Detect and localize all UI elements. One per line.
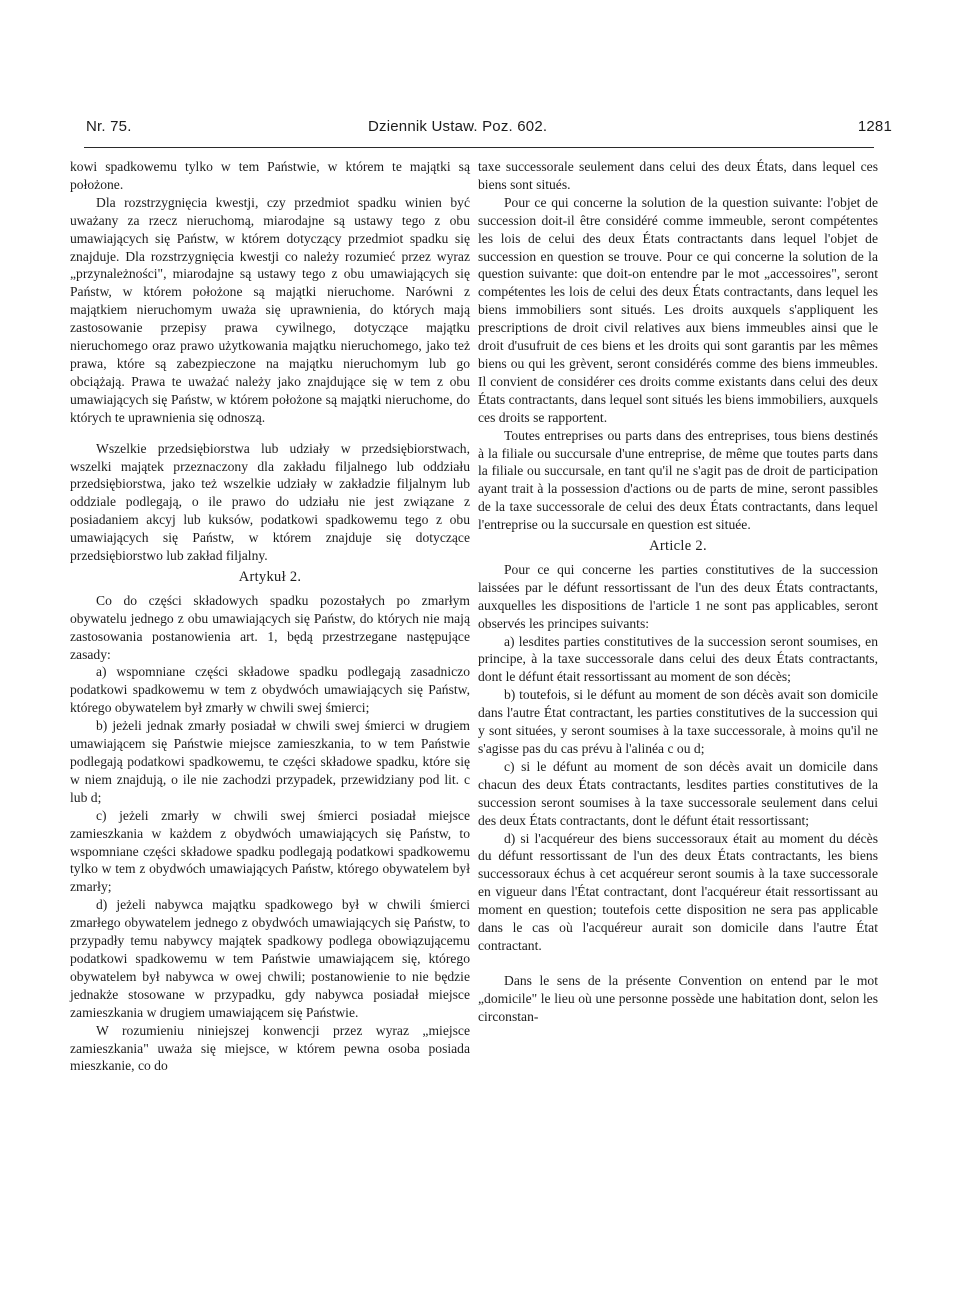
pl-item-d: d) jeżeli nabywca majątku spadkowego był w chwili śmierci zmarłego obywatelem jednego z obydwóch umawiających się Państw, to przypadły temu nabywcy majątek spadkowy podlega obowiązującemu podatkowi spadkowemu w tem Państwie umawiającem się, którego obywatelem był nabywca w owej chwili; postanowienie to nie będzie jednakże stosowane w przypadku, gdy nabywca posiadał miejsce zamieszkania w drugiem umawiającem się Państwie.	[70, 897, 470, 1020]
pl-paragraph-domicile: W rozumieniu niniejszej konwencji przez wyraz „miejsce zamieszkania" uważa się miejsce, w którem pewna osoba posiada mieszkanie, co do	[70, 1022, 470, 1074]
page-header	[70, 118, 892, 144]
fr-paragraph-continuation: taxe successorale seulement dans celui des deux États, dans lequel ces biens sont situés.	[478, 159, 878, 192]
header-rule	[84, 147, 874, 148]
pl-paragraph-continuation: kowi spadkowemu tylko w tem Państwie, w którem te majątki są położone.	[70, 159, 470, 192]
fr-paragraph-article-2-intro: Pour ce qui concerne les parties constitutives de la succession laissées par le défunt ressortissant de l'un des deux États contractants, auxquelles les dispositions de l'article 1 ne sont pas applicables, seront observés les principes suivants:	[478, 561, 878, 631]
fr-paragraph-domicile: Dans le sens de la présente Convention on entend par le mot „domicile" le lieu où une personne possède une habitation dont, selon les circonstan-	[478, 972, 878, 1024]
polish-column	[70, 158, 470, 1075]
issue-number: Nr. 75.	[86, 118, 132, 135]
fr-item-d: d) si l'acquéreur des biens successoraux était au moment du décès du défunt ressortissant de l'un des deux États contractants, les biens successoraux échus à cet acquéreur seront soumis à la taxe successorale en vigueur dans l'État contractant, dont l'acquéreur était ressortissant au moment en question; toutefois cette disposition ne sera pas applicable dans le cas où l'acquéreur aurait son domicile dans l'autre État contractant.	[478, 830, 878, 953]
journal-reference: Dziennik Ustaw. Poz. 602.	[368, 118, 548, 135]
pl-item-c: c) jeżeli zmarły w chwili swej śmierci posiadał miejsce zamieszkania w każdem z obydwóch umawiających się Państw, to wspomniane części składowe spadku podlegają podatkowi spadkowemu tylko w tem z obydwóch umawiających Państw, którego obywatelem był zmarły;	[70, 807, 470, 895]
fr-item-c: c) si le défunt au moment de son décès avait un domicile dans chacun des deux États contractants, lesdites parties constitutives de la succession seront soumises à la taxe successorale seulement dans celui des deux États contractants, dont le défunt était ressortissant;	[478, 758, 878, 828]
page-number: 1281	[857, 118, 892, 135]
fr-paragraph-enterprises: Toutes entreprises ou parts dans des entreprises, tous biens destinés à la filiale ou succursale d'une entreprise, de même que toutes parts dans la filiale ou succursale, en tant qu'il ne s'agit pas de droit de participation ayant trait à la possession d'actions ou de parts de mine, seront passibles de la taxe successorale de celui des deux États contractants, dans lequel l'entreprise ou la succursale en question est située.	[478, 427, 878, 533]
fr-article-2-title: Article 2.	[649, 538, 707, 555]
pl-article-2-title: Artykuł 2.	[238, 568, 302, 585]
pl-item-a: a) wspomniane części składowe spadku podlegają zasadniczo podatkowi spadkowemu w tem z obydwóch umawiających się Państw, którego obywatelem był zmarły w chwili swej śmierci;	[70, 664, 470, 716]
pl-paragraph-immovables: Dla rozstrzygnięcia kwestji, czy przedmiot spadku winien być uważany za rzecz nieruchomą, miarodajne są ustawy tego z obu umawiających się Państw, w którem dotyczący przedmiot spadku się znajduje. Dla rozstrzygnięcia kwestji co należy rozumieć przez wyraz „przynależności", miarodajne są ustawy tego z obu umawiających się Państw, w którem położone są majątki nieruchome. Narówni z majątkiem nieruchomym uważa się uprawnienia, do których mają zastosowanie przepisy prawa cywilnego, dotyczące majątku nieruchomego oraz prawo użytkowania majątku nieruchomego, jako też prawa, które są zabezpieczone na majątku nieruchomym lub go obciążają. Prawa te uważać należy jako znajdujące się w tem z obu umawiających się Państw, w którem położone są majątki nieruchome, do których te uprawnienia się odnoszą.	[70, 194, 470, 425]
pl-paragraph-enterprises: Wszelkie przedsiębiorstwa lub udziały w przedsiębiorstwach, wszelki majątek przeznaczony dla zakładu filjalnego lub oddziału przedsiębiorstwa, jako też wszelkie udziały w zakładzie filjalnym lub oddziale podlegają, o ile prawo do udziału nie jest związane z posiadaniem akcyj lub kuksów, podatkowi spadkowemu tego z obu umawiających się Państw, w którem znajduje się dotyczące przedsiębiorstwo lub zakład filjalny.	[70, 440, 470, 564]
pl-item-b: b) jeżeli jednak zmarły posiadał w chwili swej śmierci w drugiem umawiającem się Państwie miejsce zamieszkania, to w tem Państwie podlegają podatkowi spadkowemu, te części składowe spadku, które się w niem znajdują, o ile nie zachodzi przypadek, przewidziany pod lit. c lub d;	[70, 718, 470, 805]
fr-item-a: a) lesdites parties constitutives de la succession seront soumises, en principe, à la taxe successorale dans celui des deux États contractants, dont le défunt était ressortissant au moment de son décès;	[478, 633, 878, 685]
fr-item-b: b) toutefois, si le défunt au moment de son décès avait son domicile dans l'autre État contractant, les parties constitutives de la succession qui y sont situées, y seront soumises à la taxe successorale, à moins qu'il ne s'agisse pas du cas prévu à l'alinéa c ou d;	[478, 687, 878, 756]
french-column	[478, 158, 878, 1026]
fr-paragraph-immovables: Pour ce qui concerne la solution de la question suivante: l'objet de succession doit-il être considéré comme immeuble, seront compétentes les lois de celui des deux États contractants dans lequel l'objet de succession en question se trouve. Pour ce qui concerne la solution de la question suivante: que doit-on entendre par le mot „accessoires", seront compétentes les lois de celui des deux États contractants, dans lequel les biens immobiliers sont situés. Les droits auxquels s'appliquent les prescriptions de droit civil relatives aux biens immeubles ainsi que le droit d'usufruit de ces biens et les droits qui sont garantis par les mêmes biens ou qui les grèvent, seront considérés comme des biens immeubles. Il convient de considérer ces droits comme existants dans celui des deux États contractants, dans lequel sont situés les biens immobiliers, auxquels ces droits se rapportent.	[478, 194, 878, 425]
pl-paragraph-article-2-intro: Co do części składowych spadku pozostałych po zmarłym obywatelu jednego z obu umawiających się Państw, do których nie mają zastosowania postanowienia art. 1, będą przestrzegane następujące zasady:	[70, 592, 470, 662]
